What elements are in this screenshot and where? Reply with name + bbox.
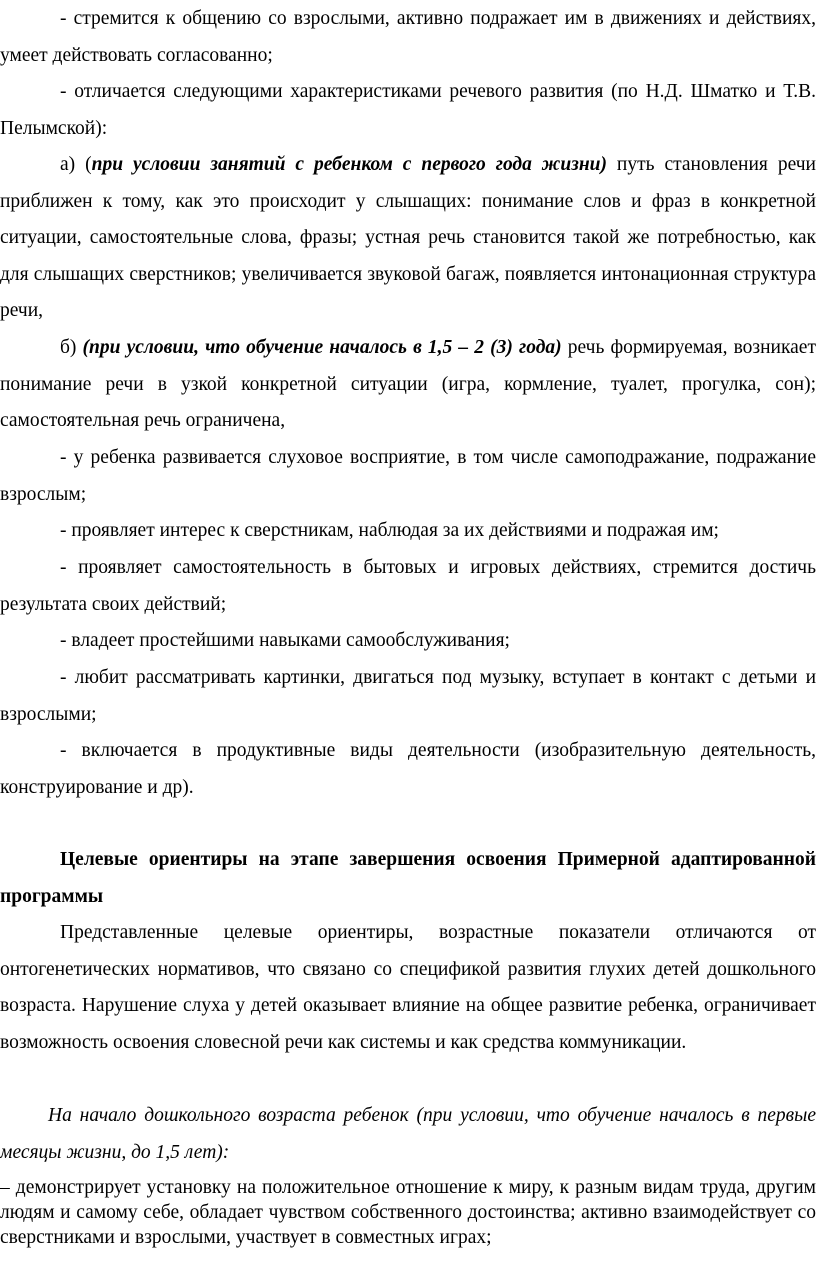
- paragraph-independence: - проявляет самостоятельность в бытовых и игровых действиях, стремится достичь результата своих действий;: [0, 557, 816, 615]
- paragraph-auditory: - у ребенка развивается слуховое восприятие, в том числе самоподражание, подражание взрослым;: [0, 447, 816, 505]
- paragraph-pictures-music: - любит рассматривать картинки, двигаться под музыку, вступает в контакт с детьми и взрослыми;: [0, 667, 816, 725]
- section-heading: Целевые ориентиры на этапе завершения освоения Примерной адаптированной программы: [0, 849, 816, 907]
- option-a-prefix: а) (: [60, 154, 92, 175]
- paragraph-option-b: [0, 330, 816, 440]
- paragraph-productive: - включается в продуктивные виды деятельности (изобразительную деятельность, конструирование и др).: [0, 740, 816, 798]
- paragraph-attitude: – демонстрирует установку на положительное отношение к миру, к разным видам труда, другим людям и самому себе, обладает чувством собственного достоинства; активно взаимодействует со сверстниками и взрослыми, участвует в совместных играх;: [0, 1177, 816, 1248]
- option-b-prefix: б): [60, 337, 83, 358]
- option-a-condition: при условии занятий с ребенком с первого года жизни): [91, 154, 607, 175]
- paragraph-peers: - проявляет интерес к сверстникам, наблюдая за их действиями и подражая им;: [60, 520, 719, 541]
- paragraph-self-care: - владеет простейшими навыками самообслуживания;: [60, 630, 510, 651]
- option-a-text: путь становления речи приближен к тому, как это происходит у слышащих: понимание слов и фраз в конкретной ситуации, самостоятельные слова, фразы; устная речь становится такой же потребностью, как для слышащих сверстников; увеличивается звуковой багаж, появляется интонационная структура речи,: [0, 154, 816, 321]
- paragraph-option-a: [0, 147, 816, 330]
- paragraph-communication: - стремится к общению со взрослыми, активно подражает им в движениях и действиях, умеет действовать согласованно;: [0, 8, 816, 66]
- option-b-text: речь формируемая, возникает понимание речи в узкой конкретной ситуации (игра, кормление, туалет, прогулка, сон); самостоятельная речь ограничена,: [0, 337, 816, 431]
- paragraph-targets-intro: Представленные целевые ориентиры, возрастные показатели отличаются от онтогенетических нормативов, что связано со спецификой развития глухих детей дошкольного возраста. Нарушение слуха у детей оказывает влияние на общее развитие ребенка, ограничивает возможность освоения словесной речи как системы и как средства коммуникации.: [0, 922, 816, 1053]
- option-b-condition: (при условии, что обучение началось в 1,5 – 2 (3) года): [82, 337, 562, 358]
- paragraph-preschool-start: На начало дошкольного возраста ребенок (при условии, что обучение началось в первые месяцы жизни, до 1,5 лет):: [0, 1105, 816, 1163]
- paragraph-speech-characteristics: - отличается следующими характеристиками речевого развития (по Н.Д. Шматко и Т.В. Пелымской):: [0, 81, 816, 139]
